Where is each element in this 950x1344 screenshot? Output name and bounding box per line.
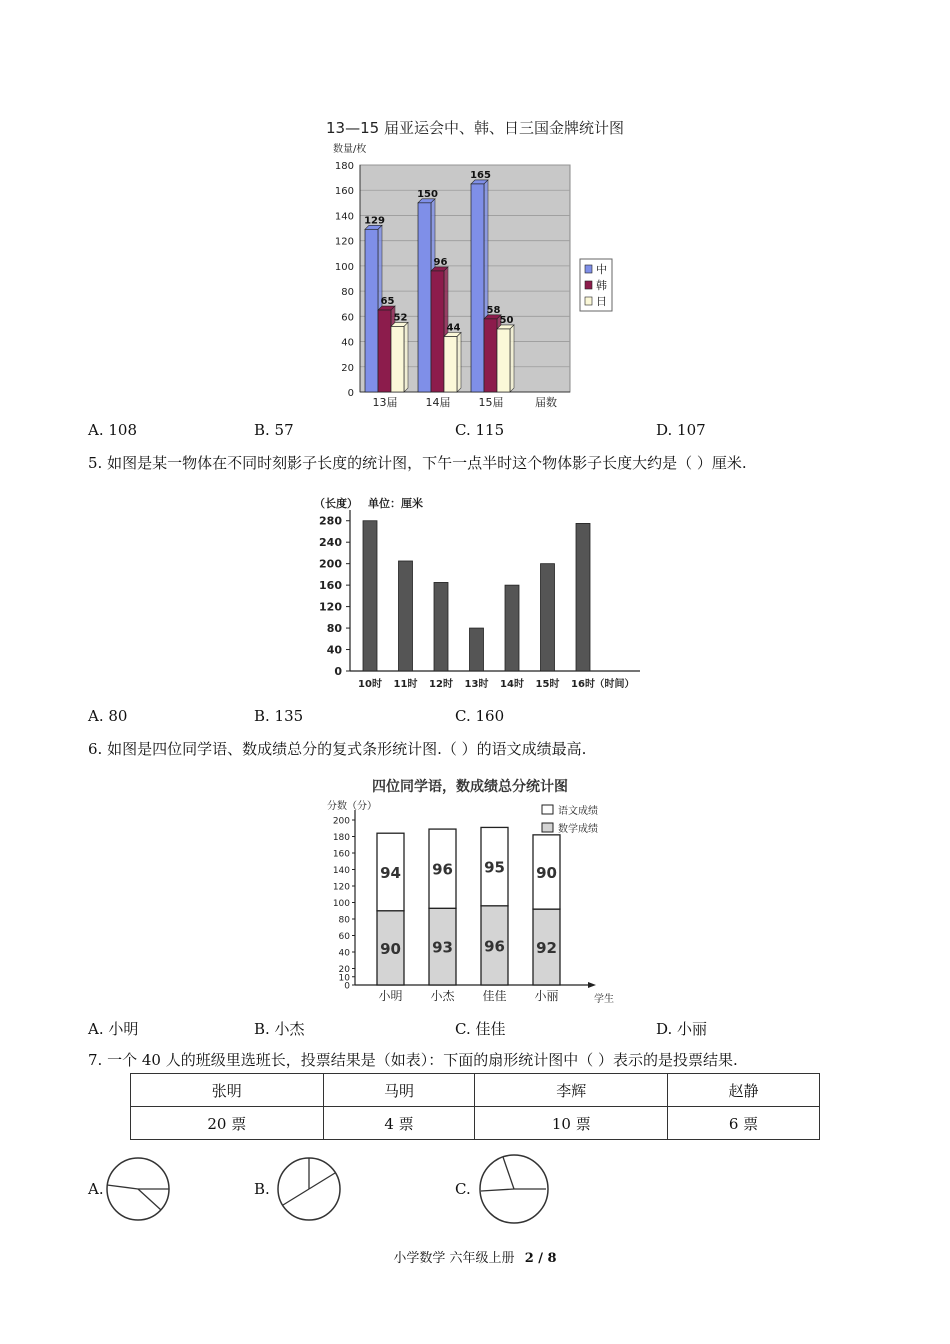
table-cell: 10 票 [475,1107,668,1140]
y-tick-label: 60 [341,312,354,324]
data-label: 95 [484,858,505,877]
table-cell: 6 票 [668,1107,820,1140]
y-tick-label: 140 [334,211,354,223]
x-tick-label: 11时 [393,679,418,690]
scores-chart [320,772,630,1008]
bar [505,585,519,671]
bar [431,271,444,392]
bar [497,329,510,392]
pie-option-a[interactable] [103,1155,173,1225]
data-label: 90 [380,939,401,958]
data-label: 96 [433,256,448,268]
legend-swatch [585,297,592,305]
legend-label: 语文成绩 [558,806,598,817]
y-tick-label: 140 [332,866,350,876]
legend [542,804,598,835]
bar [541,564,555,671]
legend-label: 日 [596,295,607,308]
question-5: 5. 如图是某一物体在不同时刻影子长度的统计图，下午一点半时这个物体影子长度大约是（ ）厘米. [88,454,747,472]
table-row [131,1107,820,1140]
bar [576,523,590,671]
option-b[interactable]: B. 135 [254,707,304,725]
option-a[interactable]: A. 108 [88,421,137,439]
option-c[interactable]: C. [455,1180,471,1198]
bar [484,319,497,392]
page-footer [0,1247,950,1266]
table-header-row [131,1074,820,1107]
chart-title: 13—15 届亚运会中、韩、日三国金牌统计图 [326,119,624,137]
data-label: 44 [446,322,461,334]
data-label: 93 [432,938,453,957]
y-tick-label: 40 [341,337,354,349]
data-label: 58 [486,304,501,316]
data-label: 90 [536,863,557,882]
y-tick-label: 0 [344,981,350,992]
option-a[interactable]: A. [88,1180,104,1198]
legend [580,259,612,311]
data-label: 96 [432,860,453,879]
option-b[interactable]: B. 小杰 [254,1020,305,1038]
x-tick-label: 13届 [372,396,398,409]
y-tick-label: 80 [326,622,342,636]
legend-swatch [542,823,553,832]
unit-label: 单位：厘米 [368,497,423,510]
medal-chart [300,112,660,416]
table-cell: 4 票 [323,1107,475,1140]
y-tick-label: 60 [338,932,350,942]
bar [399,561,413,671]
chart-title: 四位同学语，数成绩总分统计图 [372,779,568,795]
y-tick-label: 100 [332,899,350,909]
y-axis-label: 数量/枚 [333,144,367,155]
data-label: 150 [417,188,438,200]
data-label: 94 [380,863,401,882]
option-b[interactable]: B. 57 [254,421,294,439]
y-tick-label: 120 [319,600,342,614]
y-tick-label: 160 [332,849,350,860]
bar [444,337,457,392]
table-header-cell: 张明 [131,1074,324,1107]
x-tick-label: 12时 [429,679,453,690]
table-header-cell: 李辉 [475,1074,668,1107]
pie-option-b[interactable] [275,1155,345,1225]
option-d[interactable]: D. 小丽 [656,1020,708,1038]
legend-label: 韩 [596,279,607,292]
bar-side [510,325,514,392]
bar [363,521,377,671]
question-6: 6. 如图是四位同学语、数成绩总分的复式条形统计图.（ ）的语文成绩最高. [88,740,587,758]
option-a[interactable]: A. 小明 [88,1020,139,1038]
y-tick-label: 160 [334,186,354,198]
question-7: 7. 一个 40 人的班级里选班长，投票结果是（如表）：下面的扇形统计图中（ ）表示的是投票结果. [88,1051,738,1069]
table-header-cell: 马明 [323,1074,475,1107]
footer-text: 小学数学 六年级上册 [393,1251,515,1266]
x-axis-label: （时间） [594,679,635,690]
y-tick-label: 280 [319,514,342,528]
y-tick-label: 10 [338,973,350,984]
legend-label: 中 [596,263,607,276]
y-tick-label: 80 [341,287,354,299]
bar [418,203,431,392]
x-tick-label: 10时 [358,679,382,690]
x-axis-arrow [588,982,596,988]
x-axis-label: 学生 [594,994,614,1005]
data-label: 65 [380,296,395,308]
bar [378,310,391,392]
y-tick-label: 20 [338,965,350,975]
option-d[interactable]: D. 107 [656,421,706,439]
x-tick-label: 小丽 [534,989,559,1003]
x-tick-label: 13时 [464,679,489,690]
x-tick-label: 佳佳 [482,989,507,1003]
page-number: 2 / 8 [524,1251,557,1266]
y-tick-label: 40 [338,948,350,959]
bar [391,326,404,392]
option-c[interactable]: C. 115 [455,421,505,439]
vote-table [130,1073,820,1140]
y-tick-label: 0 [334,665,342,678]
x-tick-label: 15届 [478,396,504,409]
option-c[interactable]: C. 160 [455,707,505,725]
option-a[interactable]: A. 80 [88,707,128,725]
data-label: 52 [393,312,408,324]
table-cell: 20 票 [131,1107,324,1140]
y-tick-label: 100 [334,261,354,273]
x-tick-label: 14时 [500,679,524,690]
y-axis-label: 分数（分） [327,801,377,812]
y-tick-label: 20 [341,362,354,374]
bar [471,184,484,392]
y-tick-label: 120 [332,882,350,893]
y-tick-label: 180 [334,161,354,172]
y-tick-label: 120 [334,236,354,248]
data-label: 165 [470,169,491,181]
x-tick-label: 14届 [425,396,451,409]
y-tick-label: 160 [319,579,342,593]
table-header-cell: 赵静 [668,1074,820,1107]
y-axis-label: （长度） [314,497,358,510]
option-b[interactable]: B. [254,1180,270,1198]
x-tick-label: 16时 [571,679,595,690]
y-tick-label: 240 [319,536,342,550]
bar [434,582,448,671]
x-tick-label: 小明 [378,989,403,1003]
legend-swatch [585,265,592,273]
y-tick-label: 180 [332,833,350,843]
data-label: 96 [484,937,505,956]
y-tick-label: 200 [332,816,350,827]
shadow-length-chart [300,490,650,700]
x-axis-label: 届数 [535,396,557,409]
bar-side [404,322,408,392]
pie-option-c[interactable] [477,1152,553,1228]
data-label: 50 [499,314,514,326]
bar [365,229,378,392]
legend-label: 数学成绩 [558,824,598,835]
y-tick-label: 40 [326,643,342,657]
data-label: 129 [364,215,385,227]
bar [470,628,484,671]
x-tick-label: 小杰 [430,989,455,1003]
legend-swatch [542,805,553,814]
data-label: 92 [536,939,557,958]
bar-side [457,333,461,392]
y-tick-label: 0 [347,388,354,399]
legend-swatch [585,281,592,289]
y-tick-label: 80 [338,915,350,926]
y-tick-label: 200 [319,557,342,571]
x-tick-label: 15时 [535,679,560,690]
option-c[interactable]: C. 佳佳 [455,1020,506,1038]
